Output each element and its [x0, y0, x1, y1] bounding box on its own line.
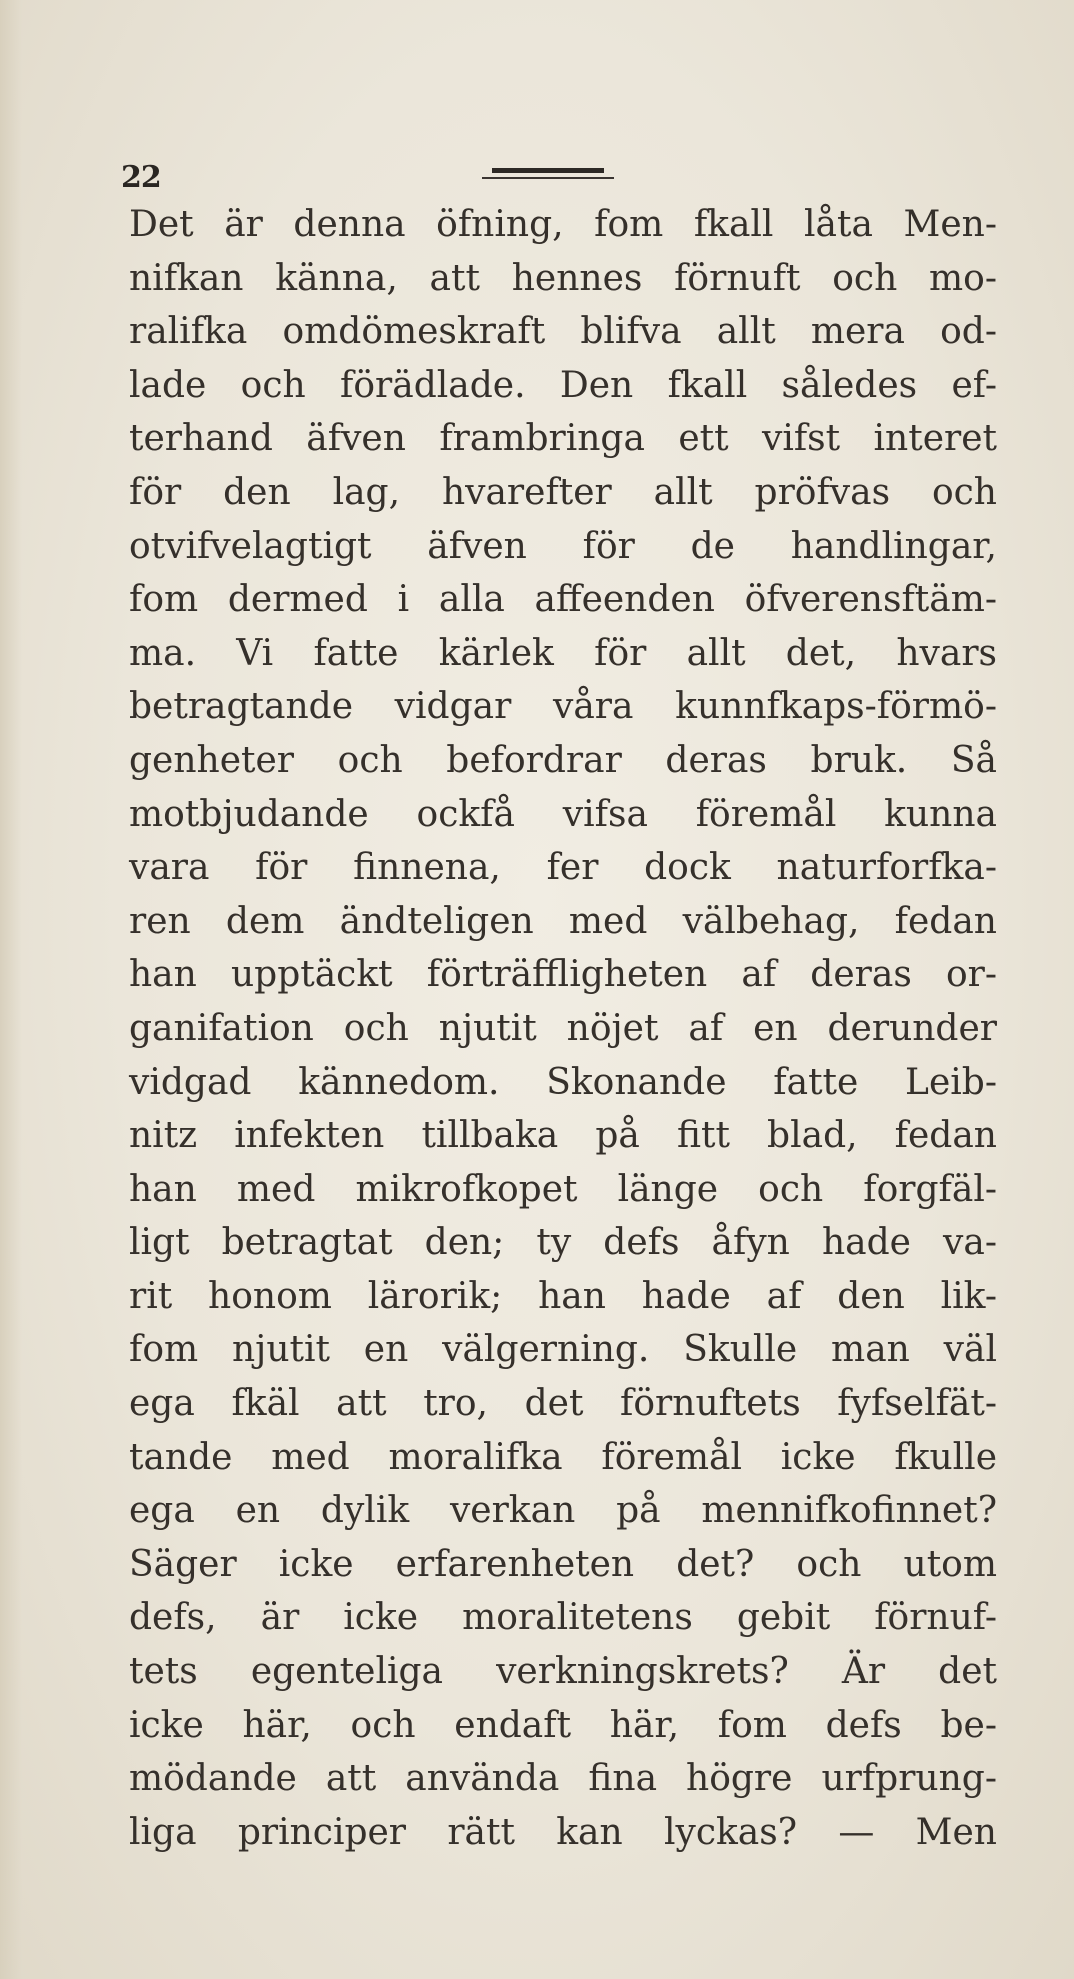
text-line: otvifvelagtigt äfven för de handlingar, [129, 525, 997, 567]
text-line: icke här, och endaft här, fom defs be- [129, 1704, 997, 1746]
text-line: Säger icke erfarenheten det? och utom [129, 1543, 997, 1585]
text-line: vara för finnena, fer dock naturforfka- [129, 847, 997, 889]
text-line: rit honom lärorik; han hade af den lik- [129, 1275, 997, 1317]
text-line: betragtande vidgar våra kunnfkaps-förmö- [129, 686, 997, 728]
header-rule [482, 168, 614, 182]
text-line: ega fkäl att tro, det förnuftets fyfselfät- [129, 1383, 997, 1425]
text-line: ligt betragtat den; ty defs åfyn hade va- [129, 1222, 997, 1264]
text-line: tande med moralifka föremål icke fkulle [129, 1436, 997, 1478]
text-line: han upptäckt förträffligheten af deras or- [129, 954, 997, 996]
header-rule-thick [492, 168, 604, 173]
text-line: han med mikrofkopet länge och forgfäl- [129, 1168, 997, 1210]
text-line: ganifation och njutit nöjet af en derunder [129, 1007, 997, 1049]
text-line: ega en dylik verkan på mennifkofinnet? [129, 1490, 997, 1532]
text-line: genheter och befordrar deras bruk. Så [129, 739, 997, 781]
text-line: motbjudande ockfå vifsa föremål kunna [129, 793, 997, 835]
body-text [129, 198, 997, 1859]
text-line: tets egenteliga verkningskrets? Är det [129, 1651, 997, 1693]
text-line: mödande att använda fina högre urfprung- [129, 1758, 997, 1800]
text-line: nitz infekten tillbaka på fitt blad, fedan [129, 1115, 997, 1157]
text-line: för den lag, hvarefter allt pröfvas och [129, 471, 997, 513]
text-line: defs, är icke moralitetens gebit förnuf- [129, 1597, 997, 1639]
text-line: fom dermed i alla affeenden öfverensftäm- [129, 579, 997, 621]
text-line: terhand äfven frambringa ett vifst interet [129, 418, 997, 460]
text-line-last: liga principer rätt kan lyckas? — Men [129, 1811, 997, 1853]
text-line: nifkan känna, att hennes förnuft och mo- [129, 257, 997, 299]
text-line: vidgad kännedom. Skonande fatte Leib- [129, 1061, 997, 1103]
text-line: lade och förädlade. Den fkall således ef- [129, 364, 997, 406]
text-line: Det är denna öfning, fom fkall låta Men- [129, 204, 997, 245]
header-rule-thin [482, 177, 614, 179]
text-line: fom njutit en välgerning. Skulle man väl [129, 1329, 997, 1371]
page-edge-shadow [0, 0, 22, 1979]
page-number: 22 [121, 160, 161, 195]
text-line: ralifka omdömeskraft blifva allt mera od- [129, 311, 997, 353]
text-line: ren dem ändteligen med välbehag, fedan [129, 900, 997, 942]
text-line: ma. Vi fatte kärlek för allt det, hvars [129, 632, 997, 674]
